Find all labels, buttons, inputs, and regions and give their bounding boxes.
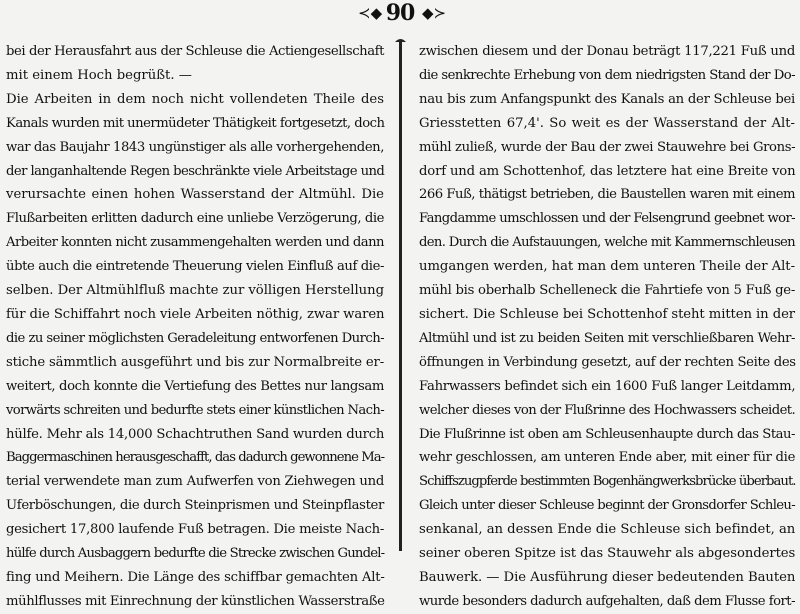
text-line: nau bis zum Anfangspunkt des Kanals an der Schleuse bei	[419, 91, 795, 107]
text-line: umgangen werden, hat man dem unteren Theile der Alt-	[419, 259, 795, 275]
text-line: der langanhaltende Regen beschränkte viele Arbeitstage und	[6, 163, 385, 179]
text-line: zwischen diesem und der Donau beträgt 117,221 Fuß und	[419, 44, 795, 59]
ornament-right-icon: ◆≻	[422, 4, 447, 22]
text-line: stiche sämmtlich ausgeführt und bis zur Normalbreite er-	[6, 354, 384, 370]
text-line: seiner oberen Spitze ist das Stauwehr als abgesondertes	[419, 546, 796, 562]
text-line: mühl bis oberhalb Schelleneck die Fahrtiefe von 5 Fuß ge-	[419, 283, 795, 299]
text-line: war das Baujahr 1843 ungünstiger als alle vorhergehenden,	[6, 139, 384, 155]
text-line: wehr geschlossen, am unteren Ende aber, mit einer für die	[419, 450, 796, 466]
page-header	[0, 2, 800, 28]
text-line: weitert, doch konnte die Vertiefung des Bettes nur langsam	[6, 378, 384, 394]
text-line: vorwärts schreiten und bedurfte stets einer künstlichen Nach-	[6, 402, 384, 418]
text-line: gesichert 17,800 laufende Fuß betragen. Die meiste Nach-	[6, 522, 384, 538]
text-line: mühlflusses mit Einrechnung der künstlichen Wasserstraße	[6, 593, 385, 609]
text-line: mit einem Hoch begrüßt. —	[6, 67, 192, 83]
text-line: dorf und am Schottenhof, das letztere hat eine Breite von	[419, 163, 796, 179]
text-line: Schiffszugpferde bestimmten Bogenhängwerksbrücke überbaut.	[419, 474, 796, 490]
ornament-left-icon: ≺◆	[358, 4, 383, 22]
text-line: Kanals wurden mit unermüdeter Thätigkeit fortgesetzt, doch	[6, 115, 385, 131]
text-line: hülfe. Mehr als 14,000 Schachtruthen Sand wurden durch	[6, 426, 385, 442]
text-line: öffnungen in Verbindung gesetzt, auf der rechten Seite des	[419, 354, 796, 370]
text-line: Die Arbeiten in dem noch nicht vollendeten Theile des	[6, 91, 384, 107]
text-line: die zu seiner möglichsten Geradeleitung entworfenen Durch-	[6, 330, 385, 346]
text-line: verursachte einen hohen Wasserstand der Altmühl. Die	[6, 187, 384, 203]
text-line: für die Schiffahrt noch viele Arbeiten nöthig, zwar waren	[6, 306, 385, 322]
text-line: fing und Meihern. Die Länge des schiffbar gemachten Alt-	[6, 569, 385, 585]
text-line: Flußarbeiten erlitten dadurch eine unliebe Verzögerung, die	[6, 211, 384, 227]
text-line: Arbeiter konnten nicht zusammengehalten werden und dann	[6, 235, 384, 251]
text-line: Altmühl und ist zu beiden Seiten mit verschließbaren Wehr-	[419, 330, 796, 346]
text-line: Bauwerk. — Die Ausführung dieser bedeutenden Bauten	[419, 569, 796, 585]
text-line: Fangdamme umschlossen und der Felsengrund geebnet wor-	[419, 211, 795, 227]
text-line: mühl zuließ, wurde der Bau der zwei Stauwehre bei Grons-	[419, 139, 796, 155]
text-line: Fahrwassers befindet sich ein 1600 Fuß langer Leitdamm,	[419, 378, 796, 394]
text-line: Gleich unter dieser Schleuse beginnt der Gronsdorfer Schleu-	[419, 498, 796, 514]
text-line: übte auch die eintretende Theuerung vielen Einfluß auf die-	[6, 259, 385, 275]
text-line: die senkrechte Erhebung von dem niedrigsten Stand der Do-	[419, 67, 795, 83]
text-line: Uferböschungen, die durch Steinprismen und Steinpflaster	[6, 498, 384, 514]
text-line: senkanal, an dessen Ende die Schleuse sich befindet, an	[419, 522, 796, 538]
right-column	[419, 40, 796, 609]
page-number: 90	[385, 0, 415, 26]
text-line: 266 Fuß, thätigst betrieben, die Baustellen waren mit einem	[419, 187, 795, 203]
text-line: sichert. Die Schleuse bei Schottenhof steht mitten in der	[419, 306, 795, 322]
text-line: Die Flußrinne ist oben am Schleusenhaupte durch das Stau-	[419, 426, 795, 442]
text-line: terial verwendete man zum Aufwerfen von Ziehwegen und	[6, 474, 384, 490]
text-line: bei der Herausfahrt aus der Schleuse die Actiengesellschaft	[6, 44, 384, 59]
text-line: Baggermaschinen herausgeschafft, das dadurch gewonnene Ma-	[6, 450, 385, 466]
text-line: Griesstetten 67,4'. So weit es der Wasserstand der Alt-	[419, 115, 795, 131]
text-line: selben. Der Altmühlfluß machte zur völligen Herstellung	[6, 283, 384, 299]
text-line: welcher dieses von der Flußrinne des Hochwassers scheidet.	[419, 402, 796, 418]
text-line: den. Durch die Aufstauungen, welche mit Kammernschleusen	[419, 235, 795, 251]
column-divider	[399, 42, 402, 551]
text-line: hülfe durch Ausbaggern bedurfte die Strecke zwischen Gundel-	[6, 546, 385, 562]
text-line: wurde besonders dadurch aufgehalten, daß dem Flusse fort-	[419, 593, 795, 609]
left-column	[6, 40, 385, 609]
